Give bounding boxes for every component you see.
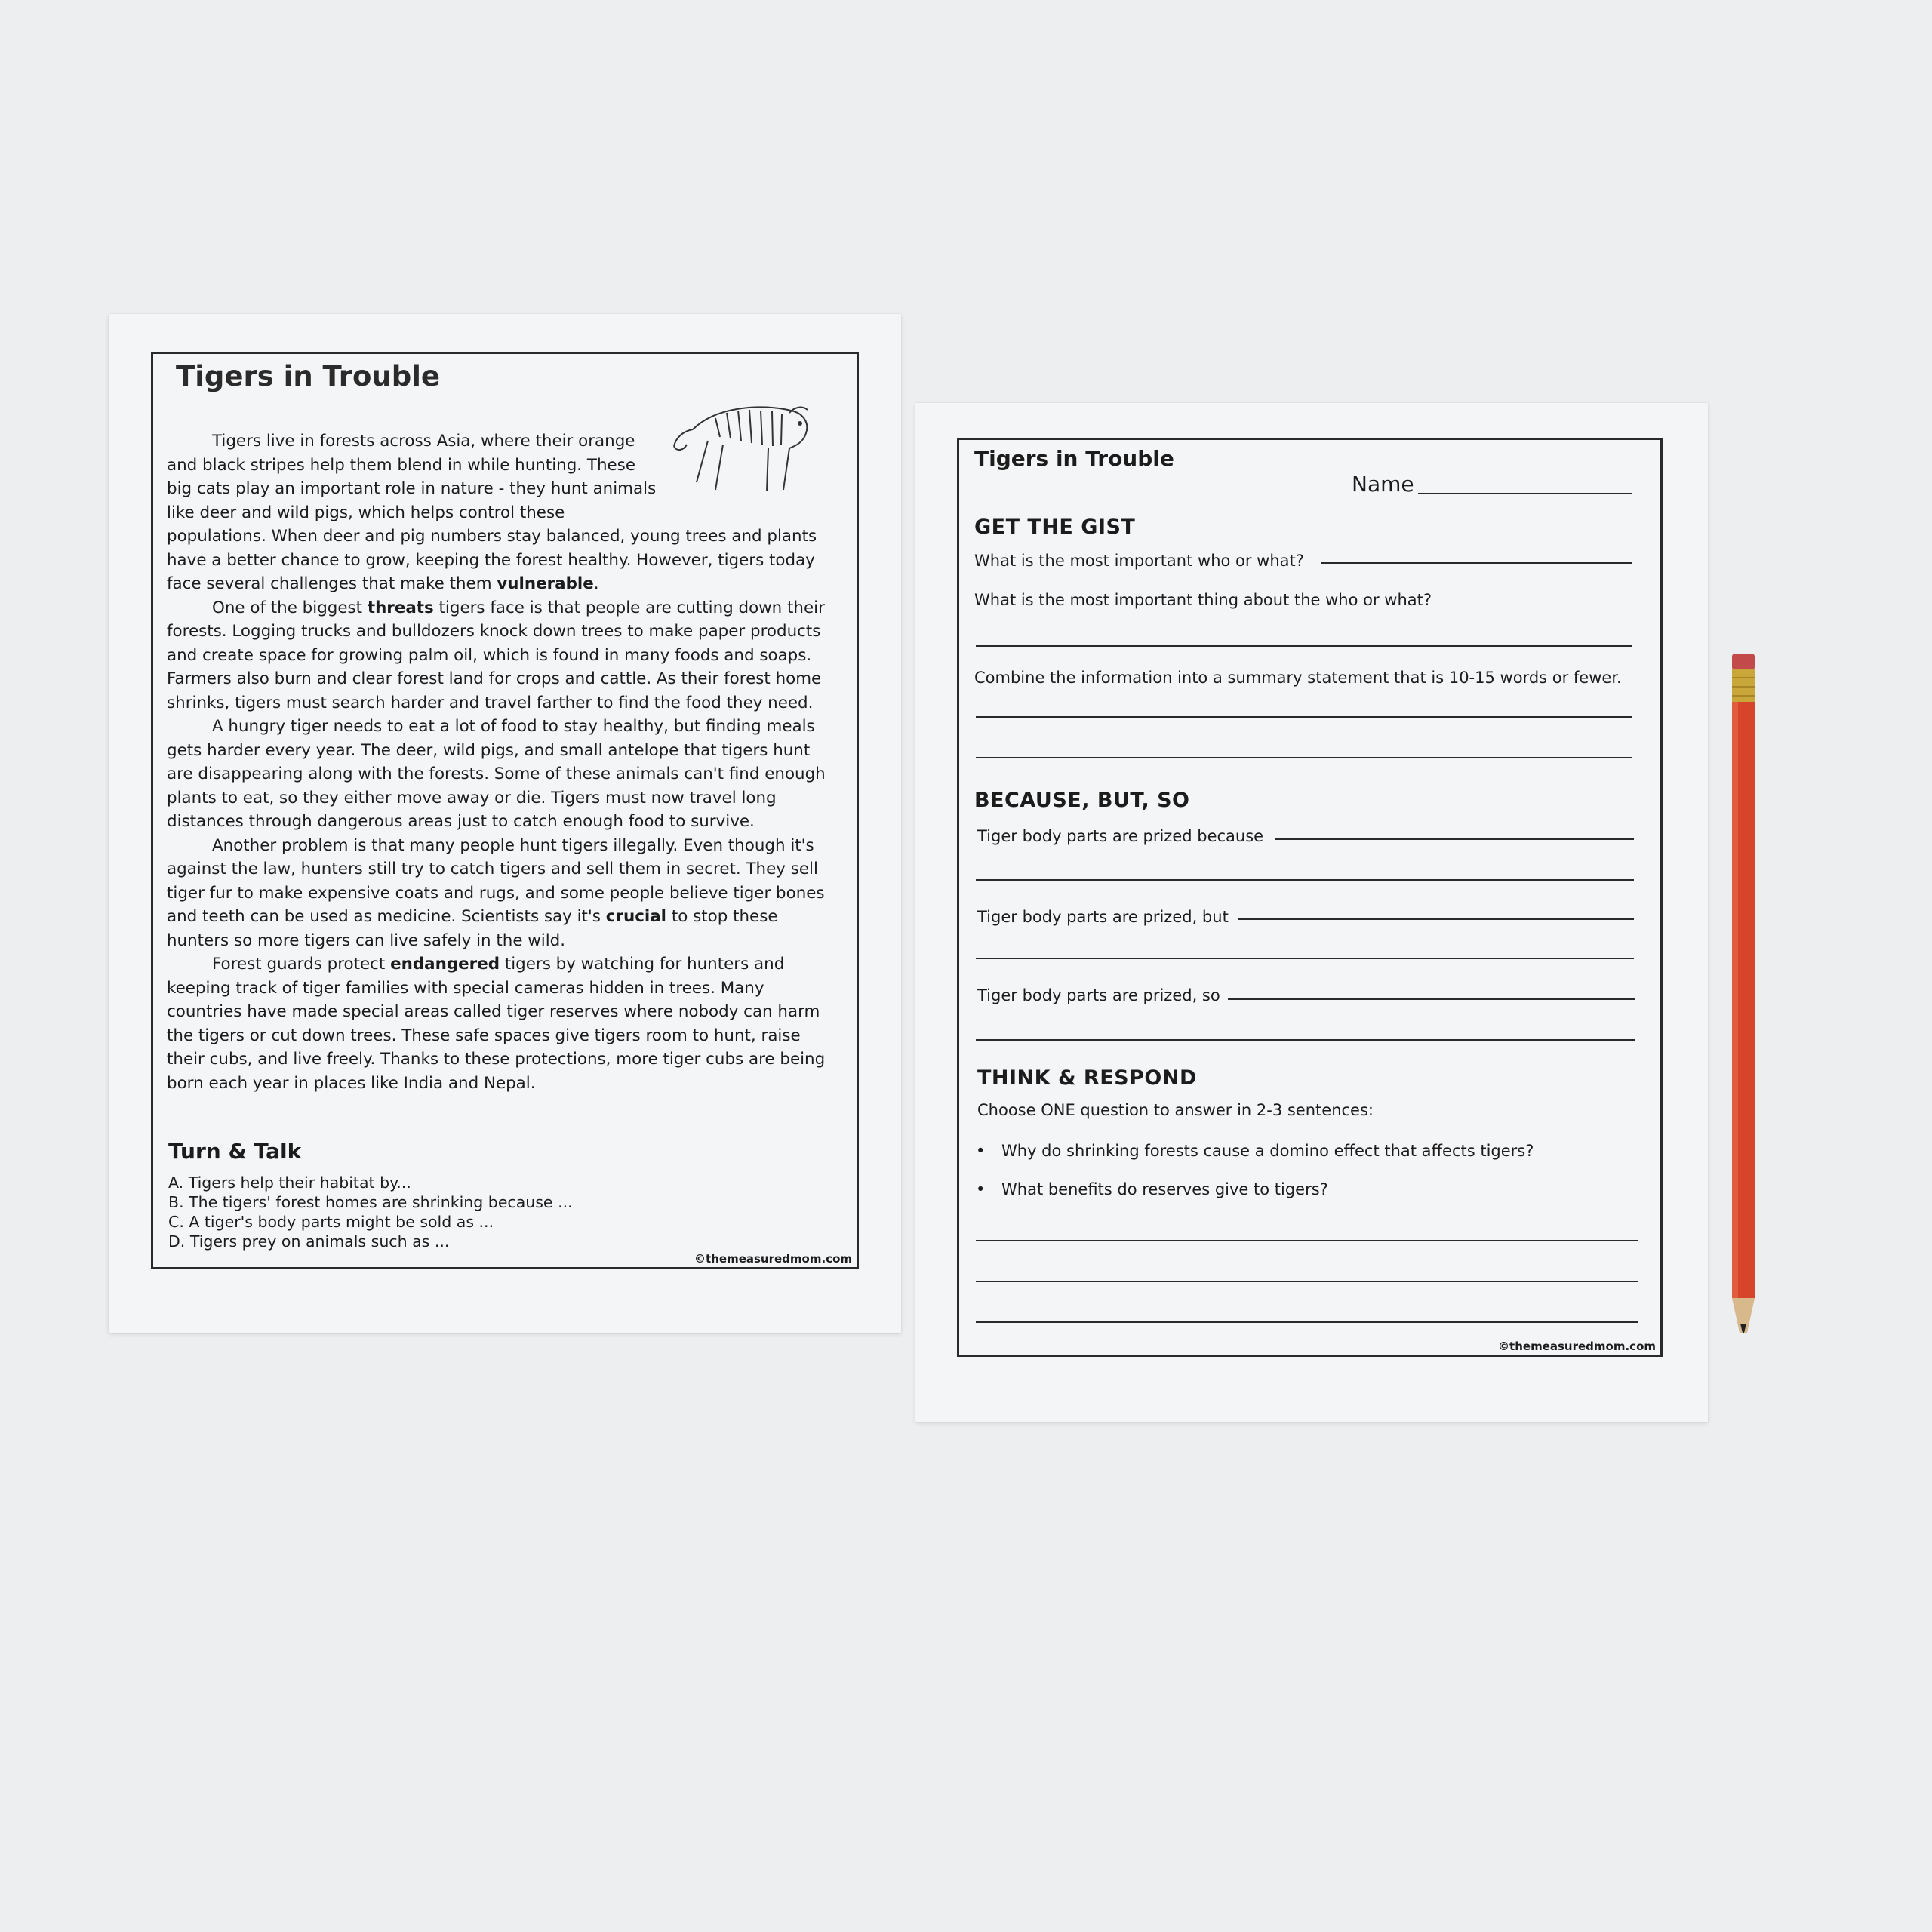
because-answer[interactable] [976,879,1634,881]
gist-heading: GET THE GIST [974,515,1136,539]
passage-paragraph: One of the biggest threats tigers face is that people are cutting down their forests. Logging trucks and bulldozers knock down trees to make paper products and create space for growing palm oil, which is found in many foods and soaps. Farmers also burn and clear forest land for crops and cattle. As their forest home shrinks, tigers must search harder and travel farther to find the food they need. [167,598,825,712]
pencil-icon [1724,654,1762,1333]
talk-item: B. The tigers' forest homes are shrinking because ... [168,1193,573,1211]
worksheet-title: Tigers in Trouble [974,446,1174,471]
gist-answer-1[interactable] [1321,562,1632,564]
but-answer[interactable] [976,958,1634,959]
gist-question-2: What is the most important thing about the who or what? [974,591,1432,609]
bullet-icon: • [976,1180,986,1198]
turn-and-talk-heading: Turn & Talk [168,1139,302,1164]
passage-paragraph: A hungry tiger needs to eat a lot of food to stay healthy, but finding meals gets harder every year. The deer, wild pigs, and small antelope that tigers hunt are disappearing along with the forests. Some of these animals can't find enough plants to eat, so they either move away or die. Tigers must now travel long distances through dangerous areas just to catch enough food to survive. [167,717,826,831]
passage-paragraph: Another problem is that many people hunt tigers illegally. Even though it's against the law, hunters still try to catch tigers and sell them in secret. They sell tiger fur to make expensive coats and rugs, and some people believe tiger bones and teeth can be used as medicine. Scientists say it's crucial to stop these hunters so more tigers can live safely in the wild. [167,835,825,950]
response-line[interactable] [976,1281,1638,1282]
because-answer[interactable] [1275,838,1634,840]
passage-frame [151,352,859,1269]
bullet-icon: • [976,1142,986,1160]
talk-item: C. A tiger's body parts might be sold as ... [168,1213,494,1231]
passage-text [167,429,831,1095]
response-worksheet-sheet [915,403,1708,1422]
copyright: ©themeasuredmom.com [1498,1340,1656,1353]
passage-paragraph: Forest guards protect endangered tigers by watching for hunters and keeping track of tiger families with special cameras hidden in trees. Many countries have made special areas called tiger reserves where nobody can harm the tigers or cut down trees. These safe spaces give tigers room to hunt, raise their cubs, and live freely. Thanks to these protections, more tiger cubs are being born each year in places like India and Nepal. [167,955,826,1093]
summary-answer-line[interactable] [976,757,1632,758]
response-line[interactable] [976,1321,1638,1323]
but-prompt: Tiger body parts are prized, but [977,908,1229,926]
so-prompt: Tiger body parts are prized, so [977,986,1220,1004]
talk-item: A. Tigers help their habitat by... [168,1174,411,1192]
copyright: ©themeasuredmom.com [694,1252,852,1266]
because-prompt: Tiger body parts are prized because [977,827,1264,845]
passage-paragraph: Tigers live in forests across Asia, where their orange and black stripes help them blend in while hunting. These big cats play an important role in nature - they hunt animals like deer and wild pigs, which helps control these populations. When deer and pig numbers stay balanced, young trees and plants have a better chance to grow, keeping the forest healthy. However, tigers today face several challenges that make them vulnerable. [167,432,817,593]
summary-answer-line[interactable] [976,716,1632,718]
so-answer[interactable] [1228,998,1635,1000]
think-question-2: • What benefits do reserves give to tigers? [976,1180,1328,1198]
because-but-so-heading: BECAUSE, BUT, SO [974,789,1190,812]
gist-answer-2[interactable] [976,645,1632,647]
think-question-1: • Why do shrinking forests cause a domino effect that affects tigers? [976,1142,1534,1160]
name-label: Name [1352,472,1414,497]
response-line[interactable] [976,1240,1638,1241]
turn-and-talk-list [168,1173,573,1251]
gist-question-1: What is the most important who or what? [974,552,1304,570]
gist-question-3: Combine the information into a summary statement that is 10-15 words or fewer. [974,669,1622,687]
passage-title: Tigers in Trouble [176,360,441,392]
think-respond-instruction: Choose ONE question to answer in 2-3 sentences: [977,1101,1374,1119]
worksheet-frame [957,438,1663,1357]
so-answer[interactable] [976,1039,1635,1041]
talk-item: D. Tigers prey on animals such as ... [168,1232,450,1251]
name-field[interactable] [1418,493,1632,494]
think-respond-heading: THINK & RESPOND [977,1066,1197,1090]
but-answer[interactable] [1238,918,1634,920]
reading-passage-sheet [109,314,901,1333]
